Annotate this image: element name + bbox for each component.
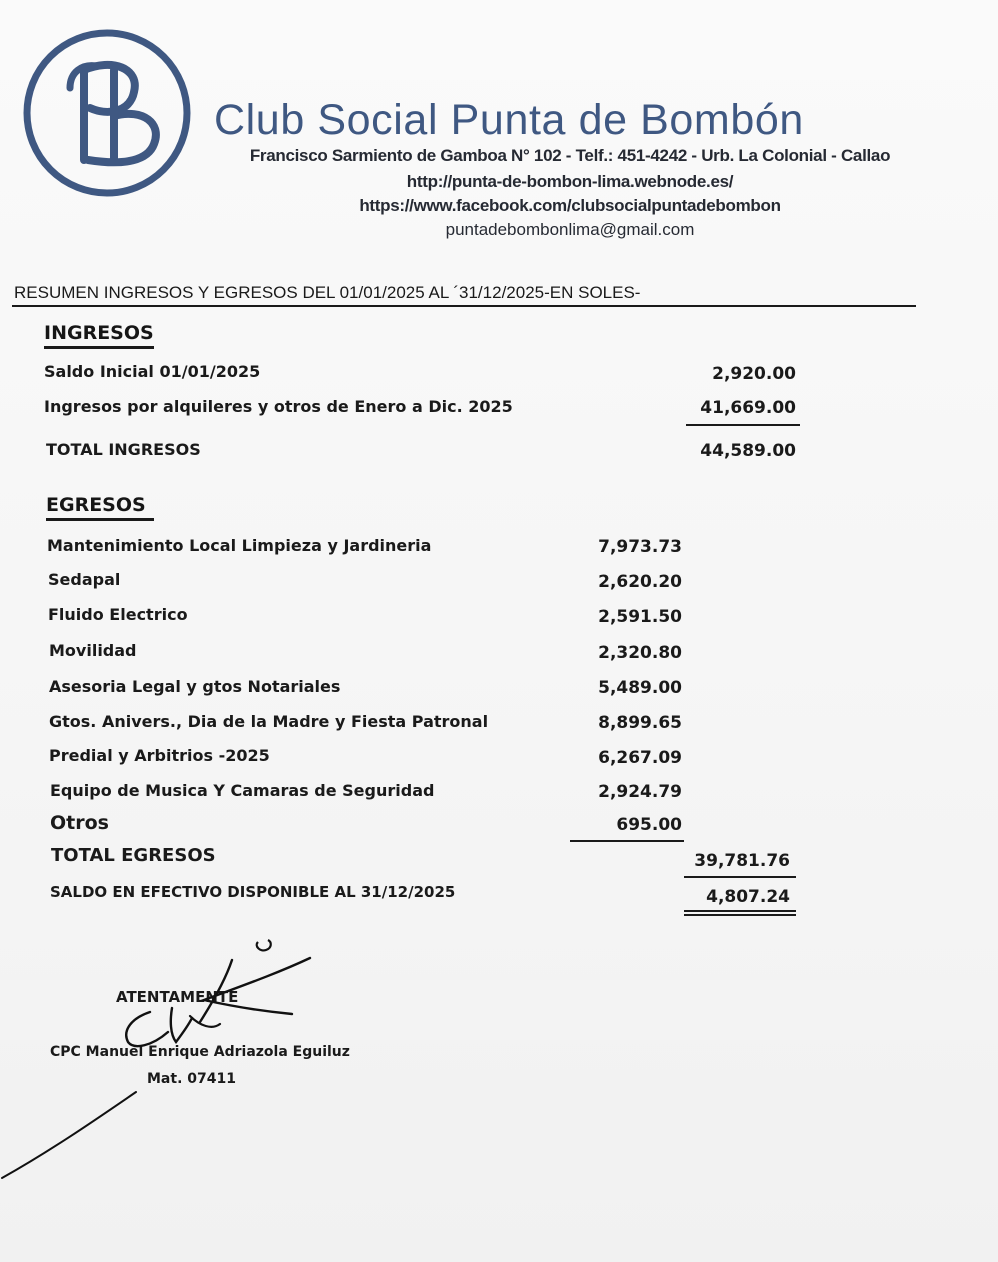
club-facebook-link[interactable]: https://www.facebook.com/clubsocialpuntadebombon — [359, 196, 781, 215]
egresos-heading: EGRESOS — [46, 494, 154, 521]
club-name: Club Social Punta de Bombón — [214, 96, 804, 144]
saldo-label: SALDO EN EFECTIVO DISPONIBLE AL 31/12/2025 — [50, 883, 456, 901]
sum-rule — [686, 424, 800, 426]
ingresos-item-label: Ingresos por alquileres y otros de Enero a Dic. 2025 — [44, 397, 513, 416]
sum-rule — [570, 840, 684, 842]
egresos-item-amount: 2,924.79 — [598, 782, 682, 802]
signer-name: CPC Manuel Enrique Adriazola Eguiluz — [50, 1044, 350, 1060]
ingresos-item-label: Saldo Inicial 01/01/2025 — [44, 362, 261, 381]
club-email-link[interactable]: puntadebombonlima@gmail.com — [445, 220, 695, 239]
double-rule-bottom — [684, 914, 796, 916]
closing-text: ATENTAMENTE — [116, 988, 239, 1006]
document-title: RESUMEN INGRESOS Y EGRESOS DEL 01/01/2025 AL ´31/12/2025-EN SOLES- — [14, 283, 641, 302]
egresos-item-label: Movilidad — [49, 641, 137, 660]
ingresos-item-amount: 41,669.00 — [700, 398, 796, 418]
double-rule-top — [684, 910, 796, 912]
signer-registration: Mat. 07411 — [147, 1071, 236, 1087]
egresos-item-label: Equipo de Musica Y Camaras de Seguridad — [50, 781, 435, 800]
egresos-item-label: Sedapal — [48, 570, 121, 589]
egresos-item-amount: 6,267.09 — [598, 748, 682, 768]
total-ingresos-label: TOTAL INGRESOS — [46, 440, 201, 459]
club-logo-icon — [22, 28, 192, 198]
ingresos-heading: INGRESOS — [44, 322, 154, 349]
egresos-item-label: Asesoria Legal y gtos Notariales — [49, 677, 341, 696]
egresos-item-amount: 2,620.20 — [598, 572, 682, 592]
egresos-item-amount: 2,320.80 — [598, 643, 682, 663]
egresos-item-label: Predial y Arbitrios -2025 — [49, 746, 270, 765]
title-divider — [12, 305, 916, 307]
total-ingresos-amount: 44,589.00 — [700, 441, 796, 461]
egresos-item-label: Otros — [50, 812, 109, 834]
egresos-item-label: Fluido Electrico — [48, 605, 188, 624]
egresos-item-amount: 695.00 — [616, 815, 682, 835]
total-egresos-amount: 39,781.76 — [694, 851, 790, 871]
sum-rule — [684, 876, 796, 878]
egresos-item-amount: 8,899.65 — [598, 713, 682, 733]
egresos-item-label: Gtos. Anivers., Dia de la Madre y Fiesta Patronal — [49, 712, 489, 731]
egresos-item-amount: 5,489.00 — [598, 678, 682, 698]
ingresos-item-amount: 2,920.00 — [712, 364, 796, 384]
handwritten-signature-icon — [0, 930, 340, 1190]
club-address: Francisco Sarmiento de Gamboa N° 102 - Telf.: 451-4242 - Urb. La Colonial - Callao — [249, 146, 891, 165]
egresos-item-label: Mantenimiento Local Limpieza y Jardineria — [47, 536, 432, 555]
egresos-item-amount: 7,973.73 — [598, 537, 682, 557]
club-website-link[interactable]: http://punta-de-bombon-lima.webnode.es/ — [406, 172, 734, 191]
total-egresos-label: TOTAL EGRESOS — [51, 845, 216, 866]
egresos-item-amount: 2,591.50 — [598, 607, 682, 627]
saldo-amount: 4,807.24 — [706, 887, 790, 907]
